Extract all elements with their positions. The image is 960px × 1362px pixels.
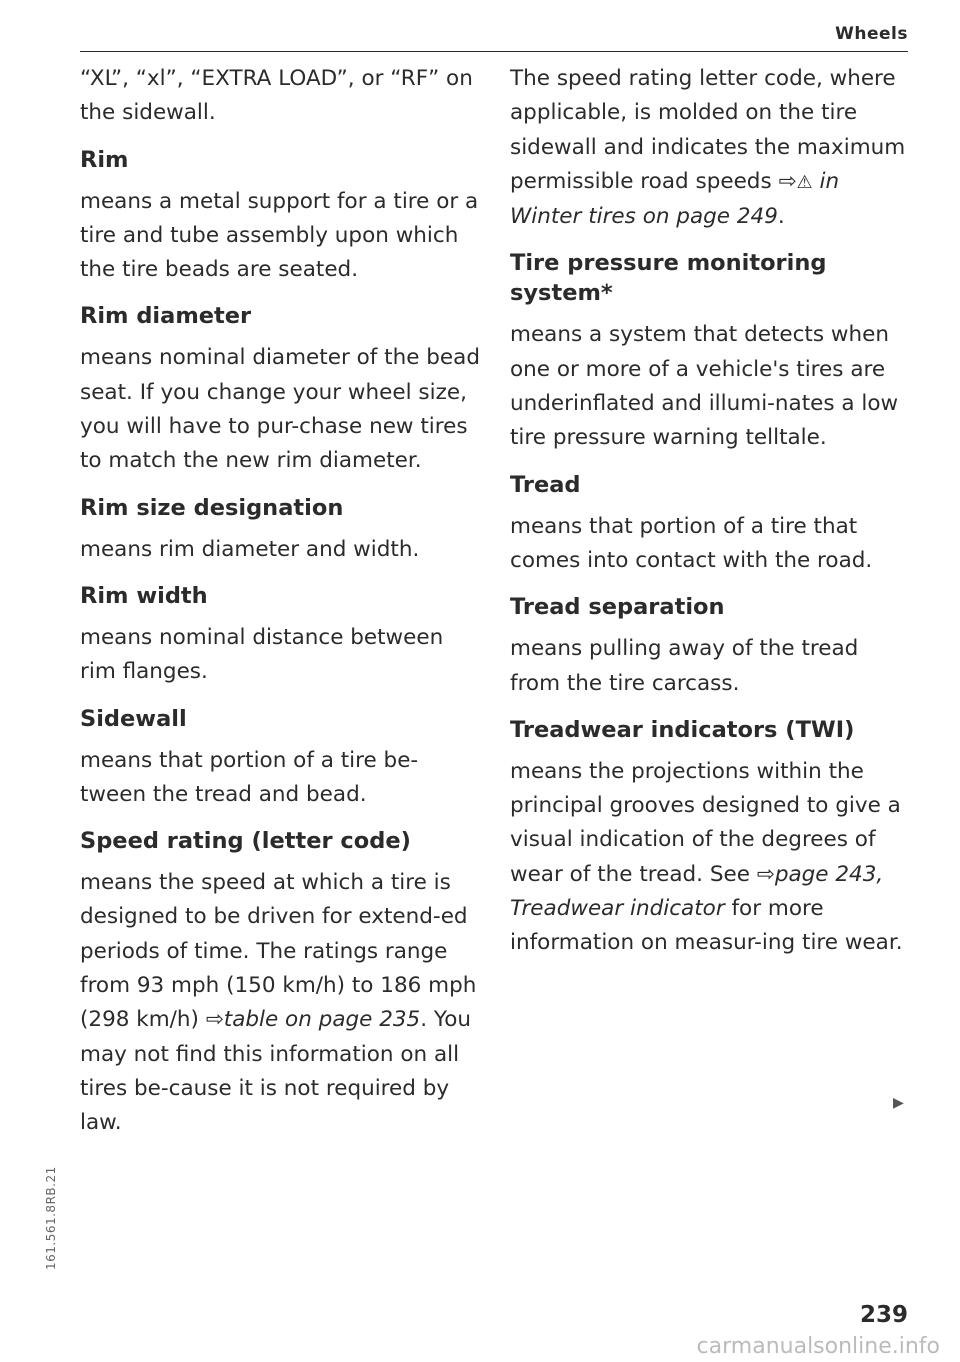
arrow-icon: ⇨ <box>205 1007 224 1033</box>
def-twi-text-end: for more information on measur-ing tire wear. <box>510 896 903 956</box>
def-speed-rating-text-end: . You may not find this information on all tires be-cause it is not required by law. <box>80 1007 471 1136</box>
right-column <box>510 62 910 975</box>
def-rim-width: means nominal distance between rim flanges. <box>80 624 444 685</box>
def-twi-text: means the projections within the principal grooves designed to give a visual indication of the degrees of wear of the tread. See <box>510 758 901 887</box>
term-rim-size: Rim size designation <box>80 494 344 521</box>
table-reference-link[interactable]: table on page 235 <box>223 1007 421 1033</box>
section-header: Wheels <box>835 24 908 44</box>
intro-text: “XL”, “xl”, “EXTRA LOAD”, or “RF” on the sidewall. <box>80 66 473 126</box>
warning-icon: ⚠ <box>796 171 813 193</box>
continue-arrow-icon: ▶ <box>893 1095 904 1111</box>
watermark: carmanualsonline.info <box>696 1334 940 1359</box>
def-rim-diameter: means nominal diameter of the bead seat. If you change your wheel size, you will have to pur-chase new tires to match the new rim diameter. <box>80 345 480 474</box>
def-sidewall: means that portion of a tire be-tween the tread and bead. <box>80 747 419 807</box>
def-tread-separation: means pulling away of the tread from the tire carcass. <box>510 636 859 696</box>
term-sidewall: Sidewall <box>80 705 187 732</box>
term-tread-separation: Tread separation <box>510 594 725 621</box>
def-treadwear-indicators <box>510 755 910 961</box>
def-tpms: means a system that detects when one or more of a vehicle's tires are underinflated and illumi-nates a low tire pressure warning telltale. <box>510 322 899 451</box>
def-rim: means a metal support for a tire or a tire and tube assembly upon which the tire beads are seated. <box>80 188 479 283</box>
winter-tires-reference-link[interactable]: in Winter tires on page 249 <box>510 168 840 230</box>
speed-letter-text <box>510 62 910 234</box>
term-tread: Tread <box>510 471 581 498</box>
left-column <box>80 62 480 1155</box>
def-rim-size: means rim diameter and width. <box>80 536 420 562</box>
term-tpms: Tire pressure monitoring system* <box>510 250 827 307</box>
arrow-icon: ⇨ <box>756 861 775 887</box>
def-speed-rating <box>80 866 480 1140</box>
term-rim-diameter: Rim diameter <box>80 303 252 330</box>
term-rim: Rim <box>80 146 129 173</box>
speed-letter-body: The speed rating letter code, where applicable, is molded on the tire sidewall and indicates the maximum permissible road speeds <box>510 66 906 194</box>
term-speed-rating: Speed rating (letter code) <box>80 828 411 855</box>
speed-letter-end: . <box>777 204 785 230</box>
arrow-icon: ⇨ <box>778 168 797 194</box>
def-tread: means that portion of a tire that comes into contact with the road. <box>510 513 873 573</box>
document-code: 161.561.8RB.21 <box>44 1166 58 1270</box>
treadwear-reference-link[interactable]: page 243, Treadwear indicator <box>510 861 884 922</box>
term-treadwear-indicators: Treadwear indicators (TWI) <box>510 716 855 743</box>
term-rim-width: Rim width <box>80 582 208 609</box>
header-rule <box>80 51 908 52</box>
def-speed-rating-text: means the speed at which a tire is designed to be driven for extend-ed periods of time. The ratings range from 93 mph (150 km/h) to 186 mph (298 km/h) <box>80 870 477 1033</box>
page-number: 239 <box>859 1302 908 1328</box>
